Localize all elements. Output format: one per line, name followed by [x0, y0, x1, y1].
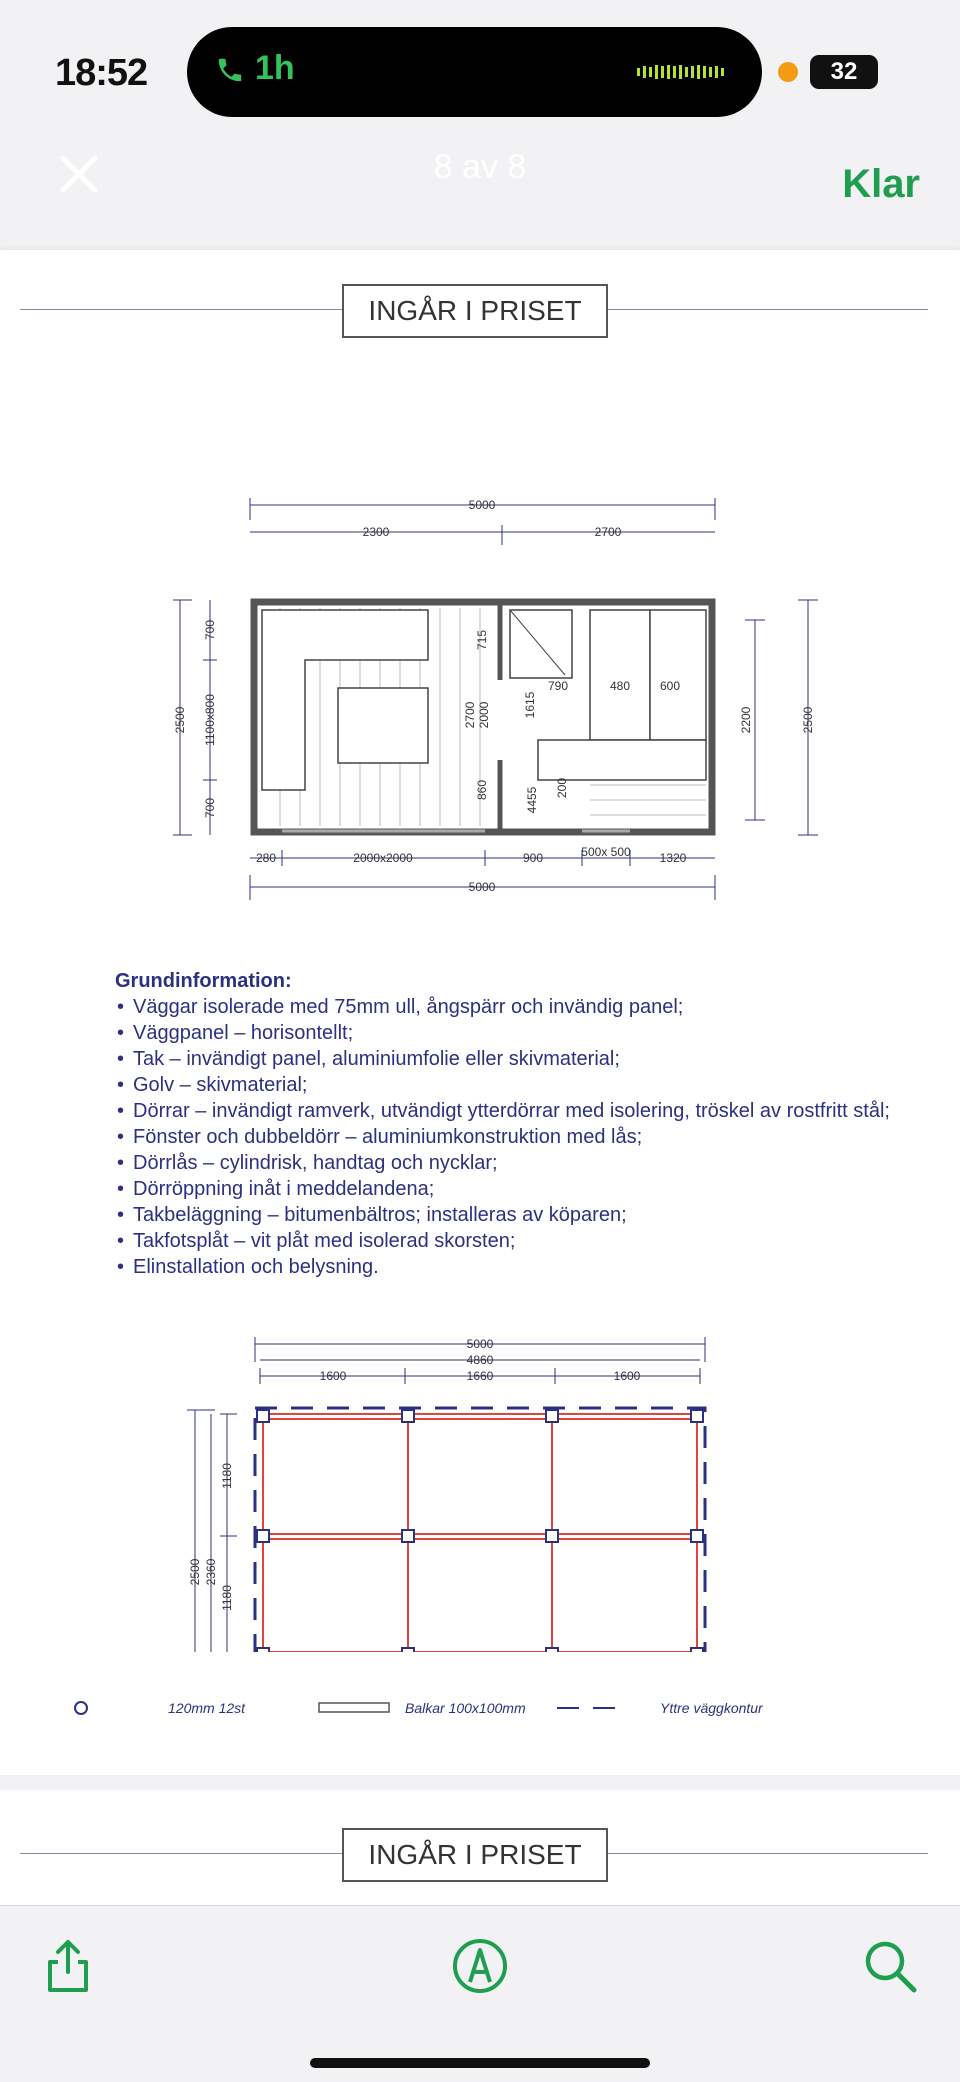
legend-piles: 120mm 12st: [168, 1700, 246, 1716]
foundation-dim-inner: 4860: [466, 1353, 494, 1367]
dynamic-island[interactable]: [187, 27, 762, 117]
call-indicator[interactable]: [215, 49, 295, 88]
dim-bottom-4: 1320: [659, 851, 687, 865]
bottom-toolbar: [0, 1905, 960, 2082]
dim-inner-3: 600: [659, 679, 681, 693]
foundation-drawing: [175, 1332, 735, 1652]
dim-inner-6: 1615: [523, 691, 537, 719]
foundation-dim-total: 5000: [466, 1337, 494, 1351]
foundation-dim-span-0: 1600: [319, 1369, 347, 1383]
floor-plan-drawing: [170, 490, 830, 910]
dim-right-total: 2500: [801, 706, 815, 734]
home-indicator[interactable]: [310, 2058, 650, 2068]
outline-legend-icon: [555, 1701, 629, 1715]
dim-top-total: 5000: [468, 498, 496, 512]
dim-inner-1: 790: [548, 679, 569, 693]
legend-outline: Yttre väggkontur: [660, 1700, 763, 1716]
title-rule-right: [606, 309, 928, 310]
dim-left-1: 1100x800: [203, 694, 217, 746]
battery-level: 32: [830, 58, 858, 85]
dim-left-total: 2500: [173, 706, 187, 734]
markup-icon[interactable]: [450, 1936, 510, 1996]
next-title-rule-right: [606, 1853, 928, 1854]
dim-bottom-3: 500x 500: [581, 845, 631, 859]
list-item: • Golv – skivmaterial;: [133, 1072, 935, 1098]
list-item: • Tak – invändigt panel, aluminiumfolie eller skivmaterial;: [133, 1046, 935, 1072]
status-bar: [0, 0, 960, 140]
dim-inner-7: 860: [475, 779, 489, 801]
page-counter: 8 av 8: [433, 148, 527, 186]
done-button[interactable]: Klar: [842, 162, 920, 206]
dim-inner-8: 4455: [525, 786, 539, 814]
next-section-title: INGÅR I PRISET: [342, 1828, 608, 1882]
list-item: • Dörrlås – cylindrisk, handtag och nycklar;: [133, 1150, 935, 1176]
dim-inner-2: 480: [609, 679, 631, 693]
legend-beams: Balkar 100x100mm: [405, 1700, 526, 1716]
foundation-dim-left-total: 2500: [188, 1558, 202, 1586]
foundation-dim-left-span-1: 1180: [220, 1585, 234, 1611]
search-icon[interactable]: [860, 1936, 920, 1996]
share-icon[interactable]: [38, 1936, 98, 1996]
privacy-indicator: [778, 62, 798, 82]
dim-top-left: 2300: [362, 525, 390, 539]
dim-bottom-total: 5000: [468, 880, 496, 894]
dim-right-inner: 2200: [739, 706, 753, 734]
info-block: [115, 968, 935, 1280]
dim-left-0: 700: [203, 619, 217, 641]
title-rule-left: [20, 309, 342, 310]
foundation-dim-left-inner: 2360: [204, 1558, 218, 1586]
info-list: [115, 994, 935, 1280]
list-item: • Väggar isolerade med 75mm ull, ångspärr och invändig panel;: [133, 994, 935, 1020]
legend: [0, 1698, 960, 1728]
foundation-dim-left-span-0: 1180: [220, 1463, 234, 1489]
list-item: • Fönster och dubbeldörr – aluminiumkonstruktion med lås;: [133, 1124, 935, 1150]
pile-legend-icon: [72, 1699, 90, 1717]
dim-inner-5: 2000: [477, 701, 491, 729]
beam-legend-icon: [318, 1701, 390, 1715]
phone-icon: [215, 55, 245, 85]
list-item: • Takfotsplåt – vit plåt med isolerad skorsten;: [133, 1228, 935, 1254]
call-duration: 1h: [255, 49, 295, 87]
dim-left-2: 700: [203, 797, 217, 819]
dim-bottom-2: 900: [522, 851, 544, 865]
dim-bottom-1: 2000x2000: [353, 851, 413, 865]
viewer-header: [0, 130, 960, 248]
next-document-page[interactable]: [0, 1790, 960, 1910]
next-title-rule-left: [20, 1853, 342, 1854]
dim-top-right: 2700: [594, 525, 622, 539]
list-item: • Dörröppning inåt i meddelandena;: [133, 1176, 935, 1202]
document-page[interactable]: [0, 250, 960, 1775]
dim-inner-0: 715: [475, 629, 489, 651]
audio-wave-icon: [637, 63, 737, 81]
battery-icon: [810, 55, 878, 89]
info-heading: Grundinformation:: [115, 970, 292, 992]
status-time: 18:52: [55, 52, 148, 94]
list-item: • Dörrar – invändigt ramverk, utvändigt ytterdörrar med isolering, tröskel av rostfritt stål;: [133, 1098, 935, 1124]
list-item: • Elinstallation och belysning.: [133, 1254, 935, 1280]
dim-inner-9: 200: [555, 777, 569, 799]
dim-bottom-0: 280: [255, 851, 277, 865]
foundation-dim-span-1: 1660: [466, 1369, 494, 1383]
dim-inner-4: 2700: [463, 701, 477, 729]
section-title: INGÅR I PRISET: [342, 284, 608, 338]
list-item: • Väggpanel – horisontellt;: [133, 1020, 935, 1046]
list-item: • Takbeläggning – bitumenbältros; installeras av köparen;: [133, 1202, 935, 1228]
foundation-dim-span-2: 1600: [613, 1369, 641, 1383]
